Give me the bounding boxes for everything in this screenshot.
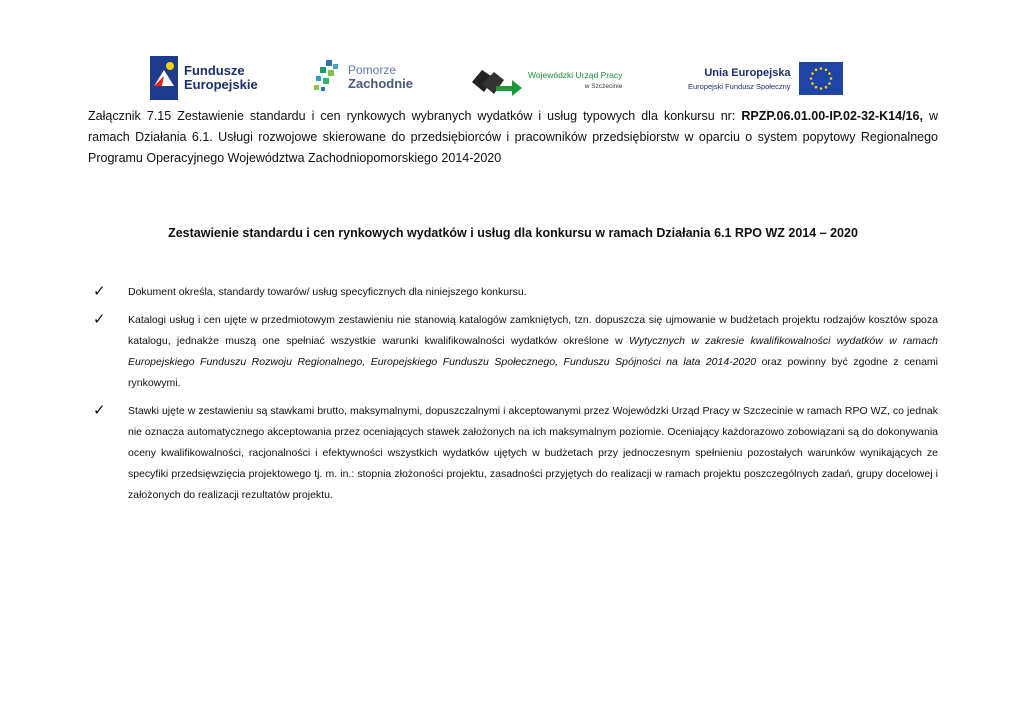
logo-bar xyxy=(0,52,1024,102)
item-2-guidelines-title: Wytycznych w zakresie kwalifikowalności wydatków w ramach Europejskiego Funduszu Rozwoju Regionalnego, Europejskiego Funduszu Społecznego, Funduszu Spójności na lata 2014-2020 xyxy=(128,335,938,368)
fundusze-europejskie-logo xyxy=(150,56,258,100)
list-item xyxy=(93,401,938,506)
wup-subtitle: w Szczecinie xyxy=(584,83,623,90)
wup-title: Wojewódzki Urząd Pracy xyxy=(528,70,623,80)
eu-flag-icon xyxy=(799,62,843,95)
wup-szczecin-logo xyxy=(472,66,622,96)
pz-line2: Zachodnie xyxy=(348,76,414,91)
check-icon: ✓ xyxy=(93,402,106,419)
document-title: Zestawienie standardu i cen rynkowych wydatków i usług dla konkursu w ramach Działania 6.1 RPO WZ 2014 – 2020 xyxy=(168,226,858,240)
list-item xyxy=(93,310,938,394)
fe-line1: Fundusze xyxy=(184,63,245,78)
ue-subtitle: Europejski Fundusz Społeczny xyxy=(688,81,791,91)
check-icon: ✓ xyxy=(93,283,106,300)
bullet-list xyxy=(93,282,938,513)
intro-call-code: RPZP.06.01.00-IP.02-32-K14/16, xyxy=(741,109,923,123)
item-text-3: Stawki ujęte w zestawieniu są stawkami brutto, maksymalnymi, dopuszczalnymi i akceptowanymi przez Wojewódzki Urząd Pracy w Szczecinie w ramach RPO WZ, co jednak nie oznacza automatycznego akceptowania przez oceniających stawek założonych na ich maksymalnym poziomie. Oceniający każdorazowo zobowiązani są do dokonywania oceny kwalifikowalności, racjonalności i efektywności wszystkich wydatków ujętych w budżetach przy jednoczesnym spełnieniu pozostałych warunków wynikających ze specyfiki przedsięwzięcia projektowego tj. m. in.: stopnia złożoności projektu, zasadności przyjętych do realizacji w ramach projektu poszczególnych zadań, grupy docelowej i założonych do realizacji rezultatów projektu. xyxy=(128,405,938,501)
ue-title: Unia Europejska xyxy=(704,66,791,79)
item-text-1: Dokument określa, standardy towarów/ usług specyficznych dla niniejszego konkursu. xyxy=(128,286,527,298)
fe-emblem-icon xyxy=(150,56,178,100)
unia-europejska-logo xyxy=(688,62,843,95)
item-text-2 xyxy=(128,310,938,394)
wup-emblem-icon xyxy=(472,66,522,96)
pz-line1: Pomorze xyxy=(348,63,397,77)
intro-before: Załącznik 7.15 Zestawienie standardu i cen rynkowych wybranych wydatków i usług typowych dla konkursu nr: xyxy=(88,109,742,123)
intro-paragraph xyxy=(88,106,938,169)
check-icon: ✓ xyxy=(93,311,106,328)
pz-emblem-icon xyxy=(312,58,344,96)
list-item xyxy=(93,282,938,303)
pomorze-zachodnie-logo xyxy=(312,58,413,96)
item-2-part-a: Katalogi usług i cen ujęte w przedmiotowym zestawieniu nie stanowią katalogów zamkniętych, tzn. dopuszcza się ujmowanie w budżetach projektu rodzajów kosztów spoza katalogu, jednakże muszą one spełniać wszystkie warunki kwalifikowalności wydatków określone w xyxy=(128,314,938,347)
item-2-part-b: oraz powinny być zgodne z cenami rynkowymi. xyxy=(128,356,938,389)
fe-line2: Europejskie xyxy=(184,77,258,92)
intro-after: w ramach Działania 6.1. Usługi rozwojowe skierowane do przedsiębiorców i pracowników przedsiębiorstw w oparciu o system popytowy Regionalnego Programu Operacyjnego Województwa Zachodniopomorskiego 2014-2020 xyxy=(88,109,939,165)
